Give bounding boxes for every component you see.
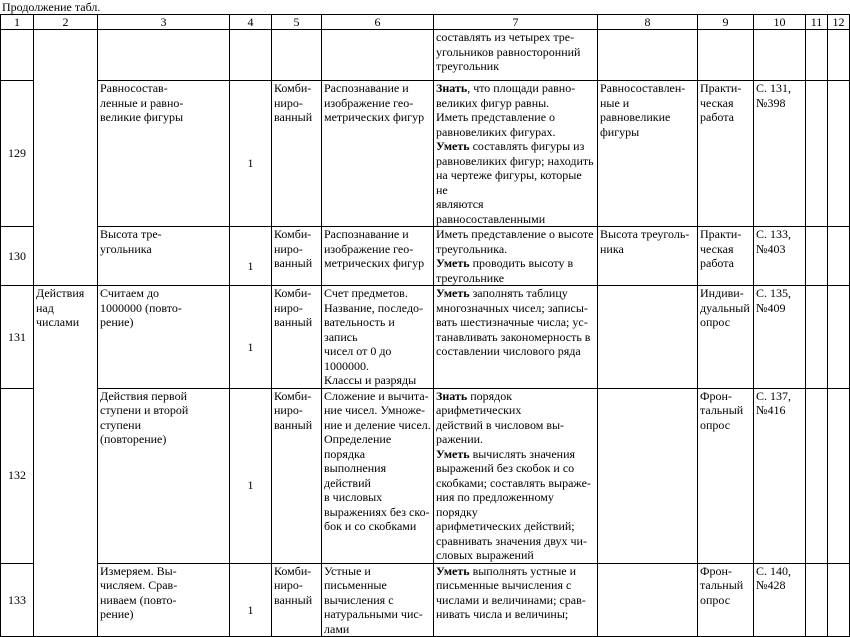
header-cell: 4 [230, 15, 272, 30]
header-cell: 2 [34, 15, 98, 30]
topic-cell: Действия первой ступени и второй ступени (повторение) [98, 388, 230, 563]
header-cell: 7 [434, 15, 598, 30]
control-cell: Практи- ческая работа [698, 81, 754, 227]
lesson-type-cell: Комби- ниро- ванный [272, 563, 322, 637]
lesson-type-cell: Комби- ниро- ванный [272, 81, 322, 227]
reference-cell: С. 137, №416 [754, 388, 806, 563]
header-cell: 12 [828, 15, 850, 30]
reference-cell: С. 131, №398 [754, 81, 806, 227]
content-cell: Сложение и вычита- ние чисел. Умноже- ние и деление чисел. Определение порядка выполнения действий в числовых выражениях без ско- бок и со скобками [322, 388, 434, 563]
lesson-type-cell: Комби- ниро- ванный [272, 227, 322, 286]
requirements-cell: Знать порядок арифметических действий в числовом вы- ражении. Уметь вычислять значения выражений без скобок и со скобками; составлять выраже- ния по предложенному порядку арифметических действий; сравнивать значения двух чи- словых выражений [434, 388, 598, 563]
header-cell: 6 [322, 15, 434, 30]
content-cell: Устные и письменные вычисления с натуральными чис- лами [322, 563, 434, 637]
lesson-type-cell: Комби- ниро- ванный [272, 286, 322, 389]
table-row [1, 388, 850, 563]
continuation-row [1, 30, 850, 81]
terms-cell: Равносоставлен- ные и равновеликие фигуры [598, 81, 698, 227]
topic-cell: Равносостав- ленные и равно- великие фигуры [98, 81, 230, 227]
table-row [1, 81, 850, 227]
control-cell: Фрон- тальный опрос [698, 563, 754, 637]
header-cell: 8 [598, 15, 698, 30]
hours-cell: 1 [230, 286, 272, 389]
topic-cell: Измеряем. Вы- числяем. Срав- ниваем (повто- рение) [98, 563, 230, 637]
content-cell: Счет предметов. Название, последо- вательность и запись чисел от 0 до 1000000. Классы и разряды [322, 286, 434, 389]
table-caption: Продолжение табл. [2, 0, 101, 14]
row-number: 130 [1, 227, 34, 286]
header-cell: 11 [806, 15, 828, 30]
header-cell: 5 [272, 15, 322, 30]
header-cell: 1 [1, 15, 34, 30]
requirements-cell: Уметь выполнять устные и письменные вычисления с числами и величинами; срав- нивать числа и величины; [434, 563, 598, 637]
hours-cell: 1 [230, 81, 272, 227]
table-row [1, 286, 850, 389]
terms-cell [598, 563, 698, 637]
hours-cell: 1 [230, 563, 272, 637]
content-cell: Распознавание и изображение гео- метрических фигур [322, 81, 434, 227]
control-cell: Индиви- дуальный опрос [698, 286, 754, 389]
reference-cell: С. 133, №403 [754, 227, 806, 286]
reference-cell: С. 135, №409 [754, 286, 806, 389]
row-number: 129 [1, 81, 34, 227]
hours-cell: 1 [230, 388, 272, 563]
header-cell: 10 [754, 15, 806, 30]
terms-cell [598, 286, 698, 389]
row-number: 133 [1, 563, 34, 637]
control-cell: Фрон- тальный опрос [698, 388, 754, 563]
header-row [1, 15, 850, 30]
table-row [1, 563, 850, 637]
hours-cell: 1 [230, 227, 272, 286]
table-row [1, 227, 850, 286]
requirements-cell: Уметь заполнять таблицу многозначных чисел; записы- вать шестизначные числа; ус- танавливать закономерность в составлении числового ряда [434, 286, 598, 389]
reference-cell: С. 140, №428 [754, 563, 806, 637]
lesson-type-cell: Комби- ниро- ванный [272, 388, 322, 563]
lesson-plan-table [0, 14, 850, 637]
topic-cell: Считаем до 1000000 (повто- рение) [98, 286, 230, 389]
topic-cell: Высота тре- угольника [98, 227, 230, 286]
terms-cell: Высота треуголь- ника [598, 227, 698, 286]
row-number: 131 [1, 286, 34, 389]
header-cell: 3 [98, 15, 230, 30]
requirements-cell: составлять из четырех тре- угольников равносторонний треугольник [434, 30, 598, 81]
row-number: 132 [1, 388, 34, 563]
control-cell: Практи- ческая работа [698, 227, 754, 286]
content-cell: Распознавание и изображение гео- метрических фигур [322, 227, 434, 286]
section-cell: Действия над числами [34, 286, 98, 637]
header-cell: 9 [698, 15, 754, 30]
terms-cell [598, 388, 698, 563]
requirements-cell: Знать, что площади равно- великих фигур равны. Иметь представление о равновеликих фигурах. Уметь составлять фигуры из равновеликих фигур; находить на чертеже фигуры, которые не являются равносоставленными [434, 81, 598, 227]
requirements-cell: Иметь представление о высоте треугольника. Уметь проводить высоту в треугольнике [434, 227, 598, 286]
